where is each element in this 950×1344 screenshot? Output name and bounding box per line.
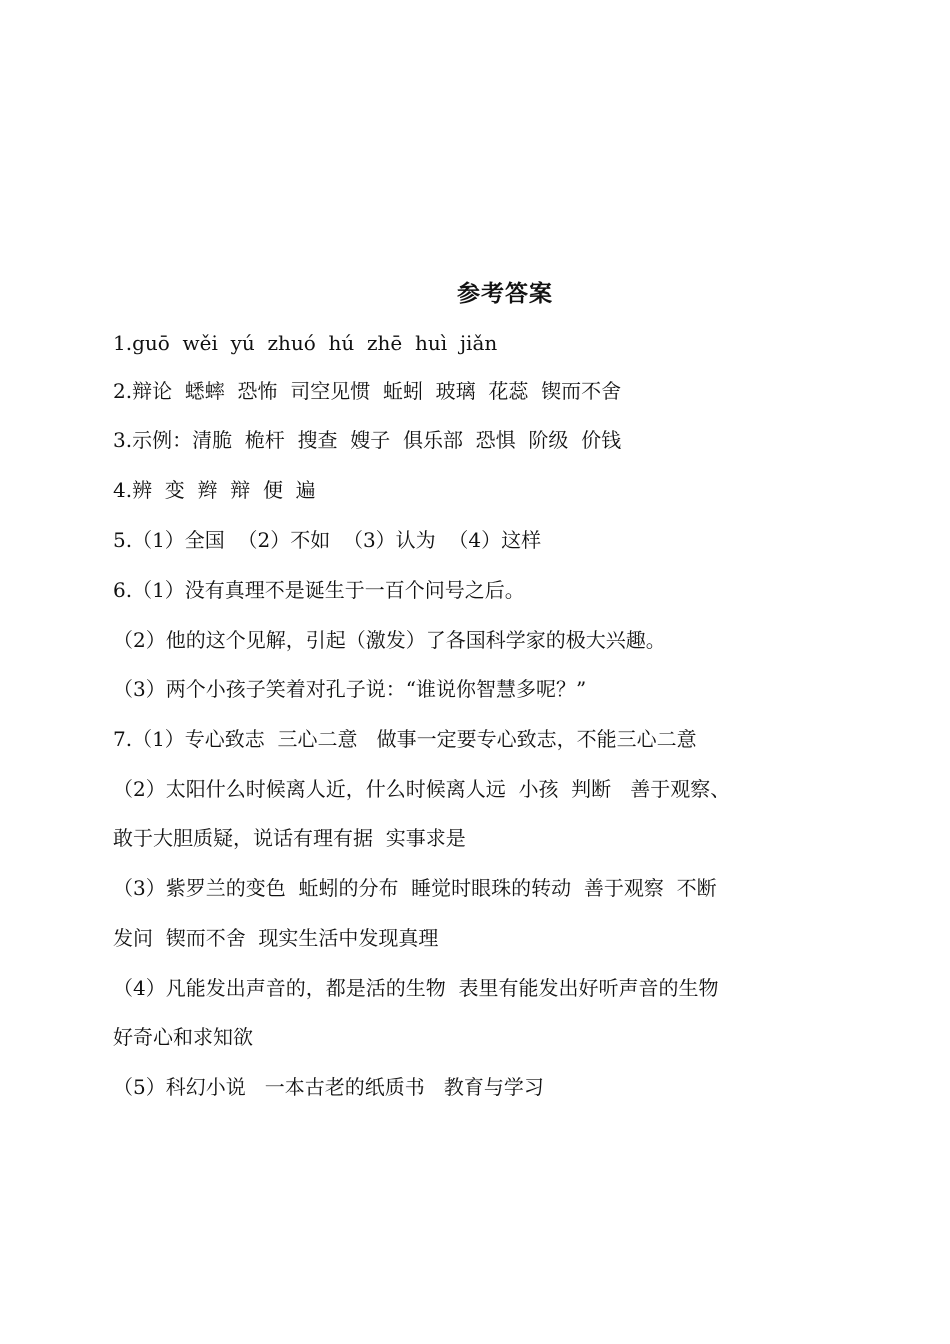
answer-line-7-2b: 敢于大胆质疑，说话有理有据 实事求是 (113, 826, 466, 850)
answer-line-7-4a: （4）凡能发出声音的，都是活的生物 表里有能发出好听声音的生物 (113, 976, 719, 1000)
answer-line-7-3b: 发问 锲而不舍 现实生活中发现真理 (113, 926, 439, 950)
answer-line-7-3a: （3）紫罗兰的变色 蚯蚓的分布 睡觉时眼珠的转动 善于观察 不断 (113, 876, 717, 900)
answer-line-6-2: （2）他的这个见解，引起（激发）了各国科学家的极大兴趣。 (113, 628, 666, 652)
answer-line-7-2a: （2）太阳什么时候离人近，什么时候离人远 小孩 判断 善于观察、 (113, 777, 731, 801)
answer-line-6-1: 6.（1）没有真理不是诞生于一百个问号之后。 (113, 578, 525, 602)
answer-line-3: 3.示例：清脆 桅杆 搜查 嫂子 俱乐部 恐惧 阶级 价钱 (113, 428, 622, 452)
page-title: 参考答案 (457, 280, 553, 307)
answer-line-6-3: （3）两个小孩子笑着对孔子说：“谁说你智慧多呢？” (113, 677, 587, 701)
answer-line-4: 4.辨 变 辫 辩 便 遍 (113, 478, 316, 502)
answer-line-7-4b: 好奇心和求知欲 (113, 1025, 253, 1049)
answer-line-7-5: （5）科幻小说 一本古老的纸质书 教育与学习 (113, 1075, 544, 1099)
answer-line-2: 2.辩论 蟋蟀 恐怖 司空见惯 蚯蚓 玻璃 花蕊 锲而不舍 (113, 379, 622, 403)
answer-line-7-1: 7.（1）专心致志 三心二意 做事一定要专心致志，不能三心二意 (113, 727, 697, 751)
answer-line-5: 5.（1）全国 （2）不如 （3）认为 （4）这样 (113, 528, 542, 552)
answer-line-1: 1.guō wěi yú zhuó hú zhē huì jiǎn (113, 331, 498, 355)
